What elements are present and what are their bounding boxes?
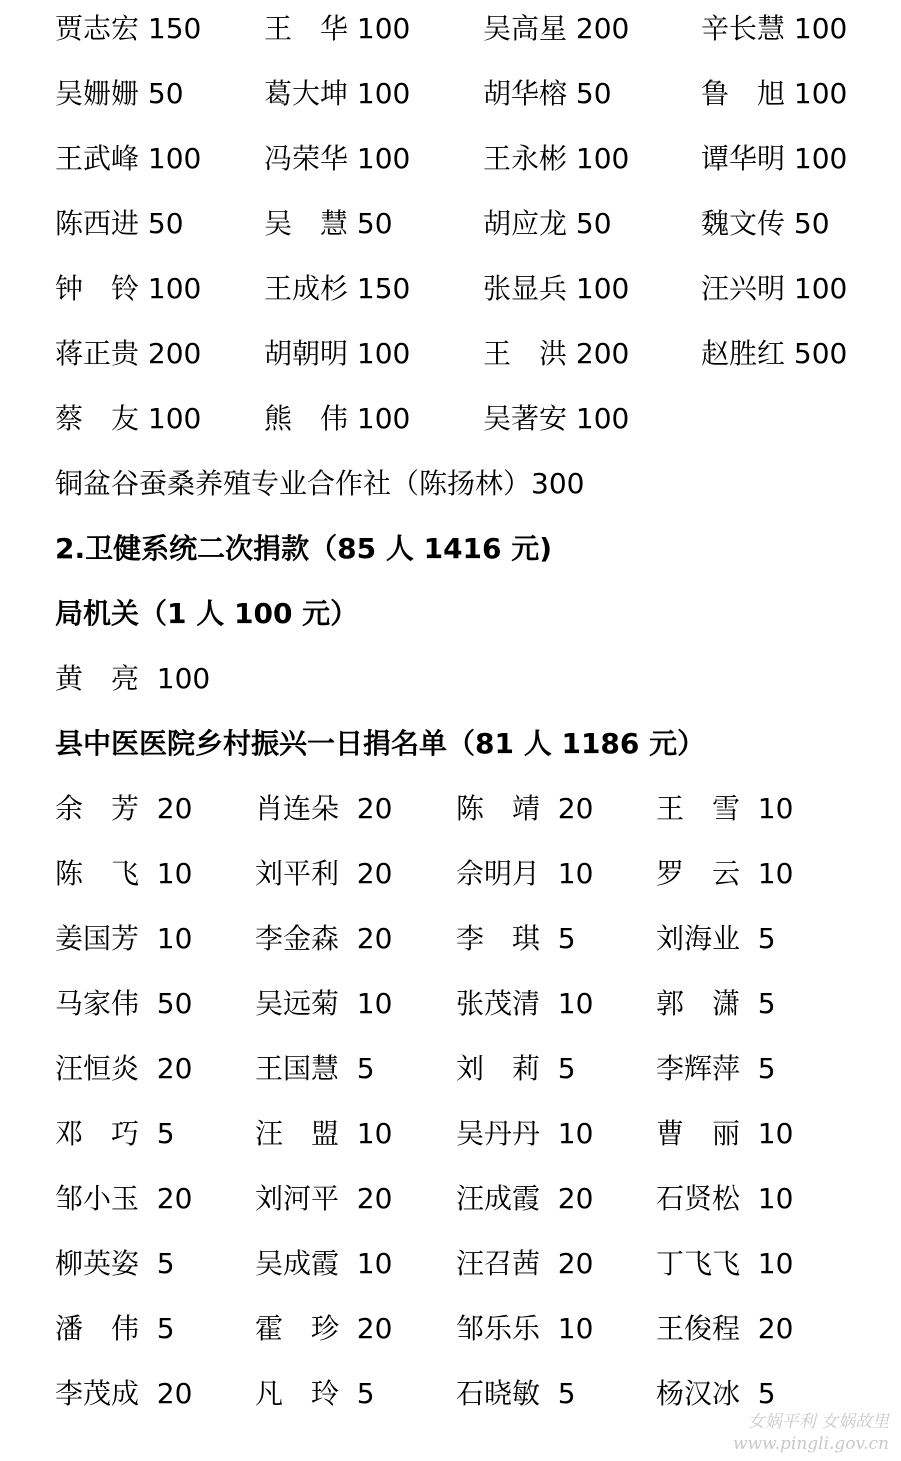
donor-entry: 罗 云 10 xyxy=(656,857,794,890)
donor-entry: 吴成霞 10 xyxy=(255,1247,393,1280)
donor-entry: 王永彬 100 xyxy=(483,142,630,175)
donor-entry: 柳英姿 5 xyxy=(55,1247,175,1280)
donor-entry: 佘明月 10 xyxy=(456,857,594,890)
coop-donor-line: 铜盆谷蚕桑养殖专业合作社（陈扬林）300 xyxy=(55,467,585,500)
donor-entry: 王国慧 5 xyxy=(255,1052,375,1085)
list-row xyxy=(0,139,901,179)
donor-entry: 鲁 旭 100 xyxy=(701,77,848,110)
list-row xyxy=(0,204,901,244)
watermark-slogan: 女娲平利 女娲故里 xyxy=(747,1412,889,1432)
donor-entry: 郭 潇 5 xyxy=(656,987,776,1020)
list-row xyxy=(0,74,901,114)
donor-entry: 胡华榕 50 xyxy=(483,77,612,110)
donor-entry: 冯荣华 100 xyxy=(264,142,411,175)
list-row xyxy=(0,9,901,49)
donor-entry: 谭华明 100 xyxy=(701,142,848,175)
donor-entry: 姜国芳 10 xyxy=(55,922,193,955)
donor-entry: 潘 伟 5 xyxy=(55,1312,175,1345)
donor-entry: 杨汉冰 5 xyxy=(656,1377,776,1410)
list-row xyxy=(0,269,901,309)
donor-entry: 王俊程 20 xyxy=(656,1312,794,1345)
donor-entry: 辛长慧 100 xyxy=(701,12,848,45)
donor-entry: 魏文传 50 xyxy=(701,207,830,240)
donor-entry: 王武峰 100 xyxy=(55,142,202,175)
donor-entry: 李辉萍 5 xyxy=(656,1052,776,1085)
donor-entry: 汪兴明 100 xyxy=(701,272,848,305)
donor-entry: 汪成霞 20 xyxy=(456,1182,594,1215)
donor-entry: 葛大坤 100 xyxy=(264,77,411,110)
donor-entry: 张显兵 100 xyxy=(483,272,630,305)
donor-entry: 邹乐乐 10 xyxy=(456,1312,594,1345)
donor-entry: 胡应龙 50 xyxy=(483,207,612,240)
donor-entry: 余 芳 20 xyxy=(55,792,193,825)
list-row xyxy=(0,334,901,374)
donor-entry: 吴著安 100 xyxy=(483,402,630,435)
donor-entry: 汪 盟 10 xyxy=(255,1117,393,1150)
hospital-heading: 县中医医院乡村振兴一日捐名单（81 人 1186 元） xyxy=(55,727,706,760)
donor-entry: 吴姗姗 50 xyxy=(55,77,184,110)
donor-entry: 吴丹丹 10 xyxy=(456,1117,594,1150)
donor-entry: 胡朝明 100 xyxy=(264,337,411,370)
donor-entry: 刘海业 5 xyxy=(656,922,776,955)
donor-entry: 王 洪 200 xyxy=(483,337,630,370)
donor-entry: 熊 伟 100 xyxy=(264,402,411,435)
donor-entry: 吴远菊 10 xyxy=(255,987,393,1020)
donor-entry: 肖连朵 20 xyxy=(255,792,393,825)
donor-entry: 石晓敏 5 xyxy=(456,1377,576,1410)
donor-entry: 凡 玲 5 xyxy=(255,1377,375,1410)
donor-entry: 李金森 20 xyxy=(255,922,393,955)
list-row xyxy=(0,1049,901,1089)
donor-entry: 蒋正贵 200 xyxy=(55,337,202,370)
donor-entry: 汪恒炎 20 xyxy=(55,1052,193,1085)
donor-entry: 石贤松 10 xyxy=(656,1182,794,1215)
donor-entry: 贾志宏 150 xyxy=(55,12,202,45)
donor-entry: 赵胜红 500 xyxy=(701,337,848,370)
donor-entry: 王成杉 150 xyxy=(264,272,411,305)
list-row xyxy=(0,1114,901,1154)
site-watermark xyxy=(659,1411,889,1455)
list-row xyxy=(0,399,901,439)
donor-entry: 刘河平 20 xyxy=(255,1182,393,1215)
donor-entry: 蔡 友 100 xyxy=(55,402,202,435)
list-row xyxy=(0,1179,901,1219)
donor-entry: 丁飞飞 10 xyxy=(656,1247,794,1280)
bureau-donor-line: 黄 亮 100 xyxy=(55,662,211,695)
list-row xyxy=(0,1374,901,1414)
donor-entry: 陈 靖 20 xyxy=(456,792,594,825)
list-row xyxy=(0,919,901,959)
donor-entry: 张茂清 10 xyxy=(456,987,594,1020)
bureau-heading: 局机关（1 人 100 元） xyxy=(55,597,359,630)
list-row xyxy=(0,789,901,829)
list-row xyxy=(0,1244,901,1284)
donor-entry: 陈西进 50 xyxy=(55,207,184,240)
donor-entry: 王 雪 10 xyxy=(656,792,794,825)
donor-entry: 邓 巧 5 xyxy=(55,1117,175,1150)
watermark-url: www.pingli.gov.cn xyxy=(732,1434,889,1454)
donor-entry: 钟 铃 100 xyxy=(55,272,202,305)
section-heading-2: 2.卫健系统二次捐款（85 人 1416 元) xyxy=(55,532,553,565)
donor-entry: 李 琪 5 xyxy=(456,922,576,955)
donor-entry: 吴高星 200 xyxy=(483,12,630,45)
donor-entry: 吴 慧 50 xyxy=(264,207,393,240)
donor-entry: 汪召茜 20 xyxy=(456,1247,594,1280)
donor-entry: 马家伟 50 xyxy=(55,987,193,1020)
donor-entry: 邹小玉 20 xyxy=(55,1182,193,1215)
list-row xyxy=(0,1309,901,1349)
donor-entry: 王 华 100 xyxy=(264,12,411,45)
donor-entry: 曹 丽 10 xyxy=(656,1117,794,1150)
donor-entry: 李茂成 20 xyxy=(55,1377,193,1410)
list-row xyxy=(0,984,901,1024)
list-row xyxy=(0,854,901,894)
donor-entry: 刘平利 20 xyxy=(255,857,393,890)
donor-entry: 陈 飞 10 xyxy=(55,857,193,890)
donor-entry: 霍 珍 20 xyxy=(255,1312,393,1345)
donor-entry: 刘 莉 5 xyxy=(456,1052,576,1085)
